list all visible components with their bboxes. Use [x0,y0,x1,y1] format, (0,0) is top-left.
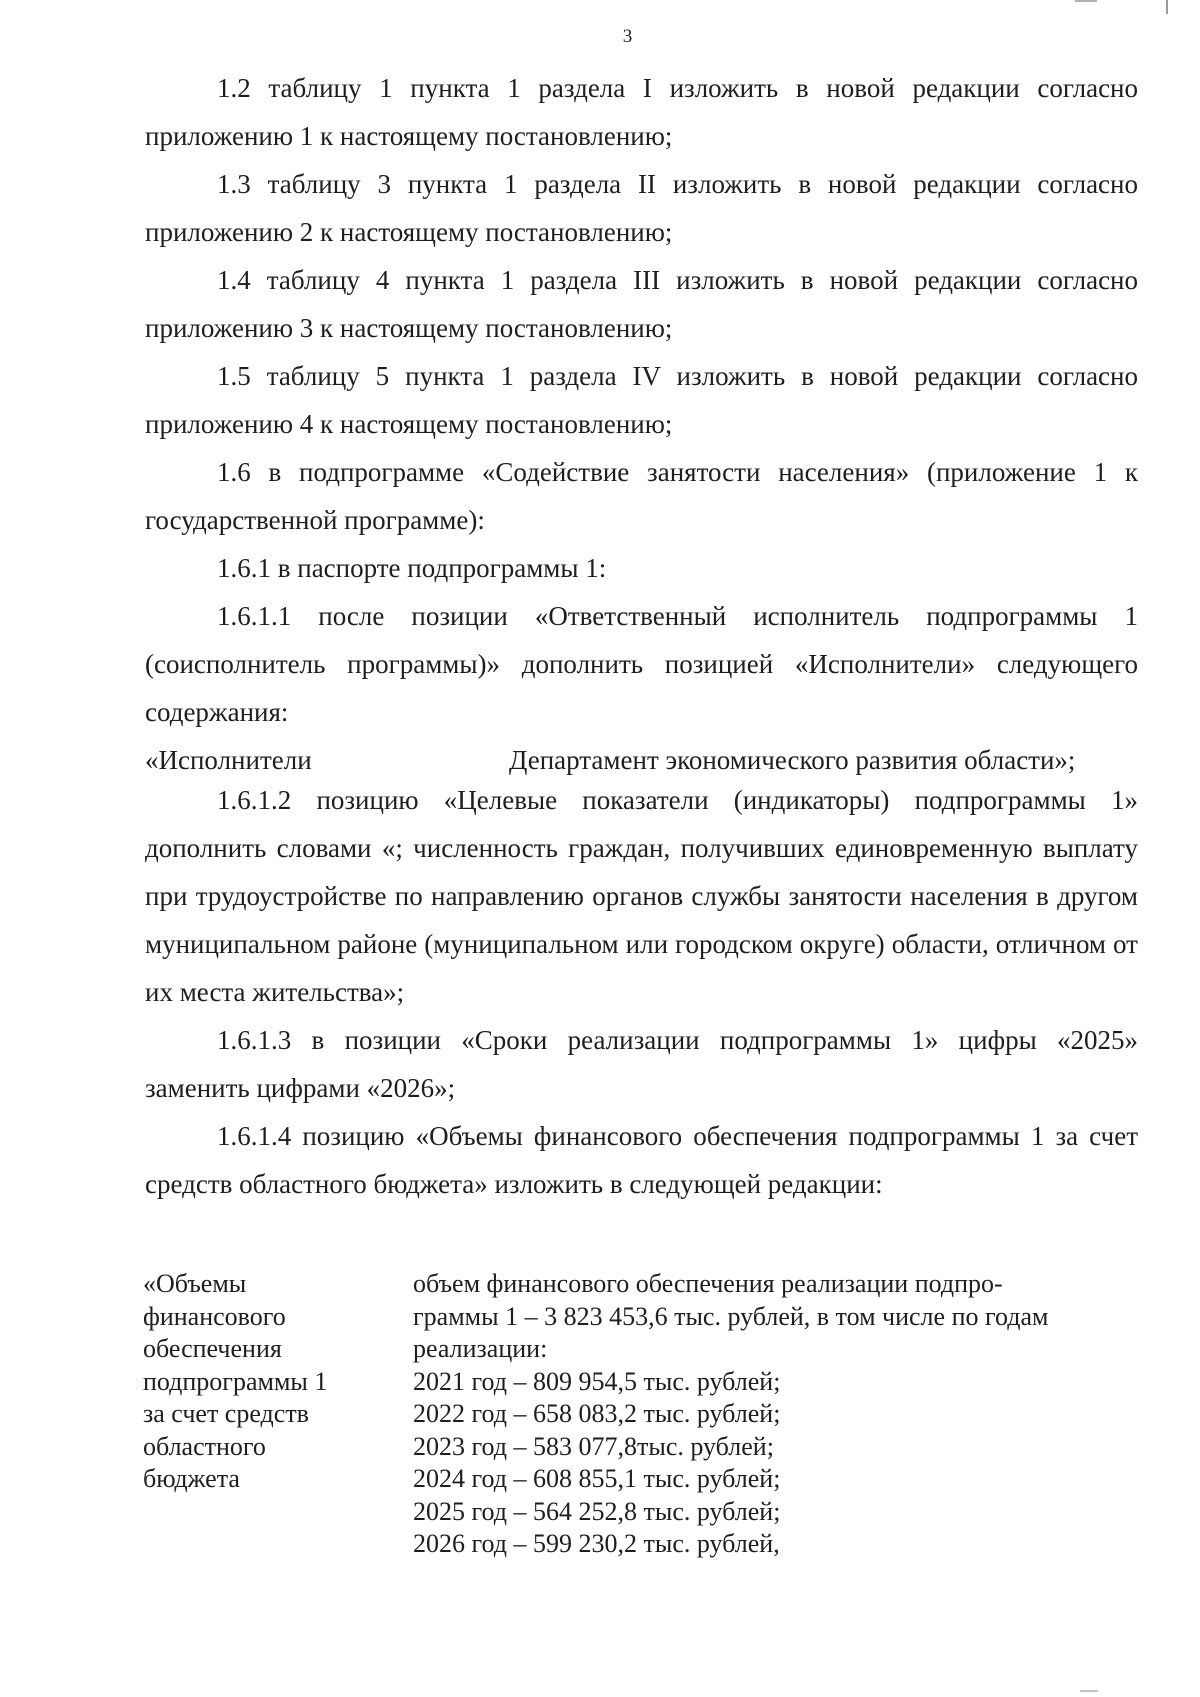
finance-intro-line: граммы 1 – 3 823 453,6 тыс. рублей, в том числе по годам [413,1301,1049,1331]
finance-label-line: «Объемы [143,1269,247,1298]
finance-year-line: 2024 год – 608 855,1 тыс. рублей; [413,1464,781,1493]
paragraph-1-6-1-1: 1.6.1.1 после позиции «Ответственный исполнитель подпрограммы 1 (соисполнитель программы)» дополнить позицией «Исполнители» следующего содержания: [145,601,1138,727]
finance-label-line: областного [143,1431,266,1461]
finance-label-line: обеспечения [143,1334,282,1363]
finance-year-line: 2025 год – 564 252,8 тыс. рублей; [413,1496,781,1526]
paragraph-1-6-1-3: 1.6.1.3 в позиции «Сроки реализации подпрограммы 1» цифры «2025» заменить цифрами «2026»; [145,1025,1138,1103]
paragraph-1-6-1-4: 1.6.1.4 позицию «Объемы финансового обеспечения подпрограммы 1 за счет средств областного бюджета» изложить в следующей редакции: [145,1121,1138,1199]
document-body [145,64,1138,1208]
finance-label-line: подпрограммы 1 [143,1366,328,1396]
paragraph-1-2: 1.2 таблицу 1 пункта 1 раздела I изложить в новой редакции согласно приложению 1 к настоящему постановлению; [145,73,1138,151]
page-number: 3 [622,26,633,47]
executors-row [145,736,1138,776]
paragraph-1-6-1-2: 1.6.1.2 позицию «Целевые показатели (индикаторы) подпрограммы 1» дополнить словами «; численность граждан, получивших единовременную выплату при трудоустройстве по направлению органов службы занятости населения в другом муниципальном районе (муниципальном или городском округе) области, отличном от их места жительства»; [145,785,1138,1007]
finance-year-line: 2026 год – 599 230,2 тыс. рублей, [413,1529,780,1558]
paragraph-1-6-1: 1.6.1 в паспорте подпрограммы 1: [217,553,607,583]
finance-year-line: 2023 год – 583 077,8тыс. рублей; [413,1431,774,1461]
paragraph-1-5: 1.5 таблицу 5 пункта 1 раздела IV изложить в новой редакции согласно приложению 4 к настоящему постановлению; [145,361,1138,439]
scan-artifact [1080,1690,1098,1692]
scan-artifact [1075,0,1097,2]
finance-table [143,1268,1143,1561]
finance-label-column [143,1268,413,1561]
scan-artifact [1166,0,1168,14]
finance-value-column [413,1268,1143,1561]
finance-label-line: за счет средств [143,1399,309,1428]
paragraph-1-6: 1.6 в подпрограмме «Содействие занятости населения» (приложение 1 к государственной программе): [145,457,1138,535]
finance-intro-line: реализации: [413,1334,548,1363]
finance-label-line: бюджета [143,1464,240,1493]
paragraph-1-4: 1.4 таблицу 4 пункта 1 раздела III изложить в новой редакции согласно приложению 3 к настоящему постановлению; [145,265,1138,343]
finance-intro-line: объем финансового обеспечения реализации подпро- [413,1269,1003,1298]
finance-year-line: 2022 год – 658 083,2 тыс. рублей; [413,1399,781,1428]
executors-value: Департамент экономического развития области»; [509,745,1076,775]
finance-label-line: финансового [143,1301,286,1331]
executors-label: «Исполнители [145,745,312,775]
finance-year-line: 2021 год – 809 954,5 тыс. рублей; [413,1366,781,1396]
paragraph-1-3: 1.3 таблицу 3 пункта 1 раздела II изложить в новой редакции согласно приложению 2 к настоящему постановлению; [145,169,1138,247]
